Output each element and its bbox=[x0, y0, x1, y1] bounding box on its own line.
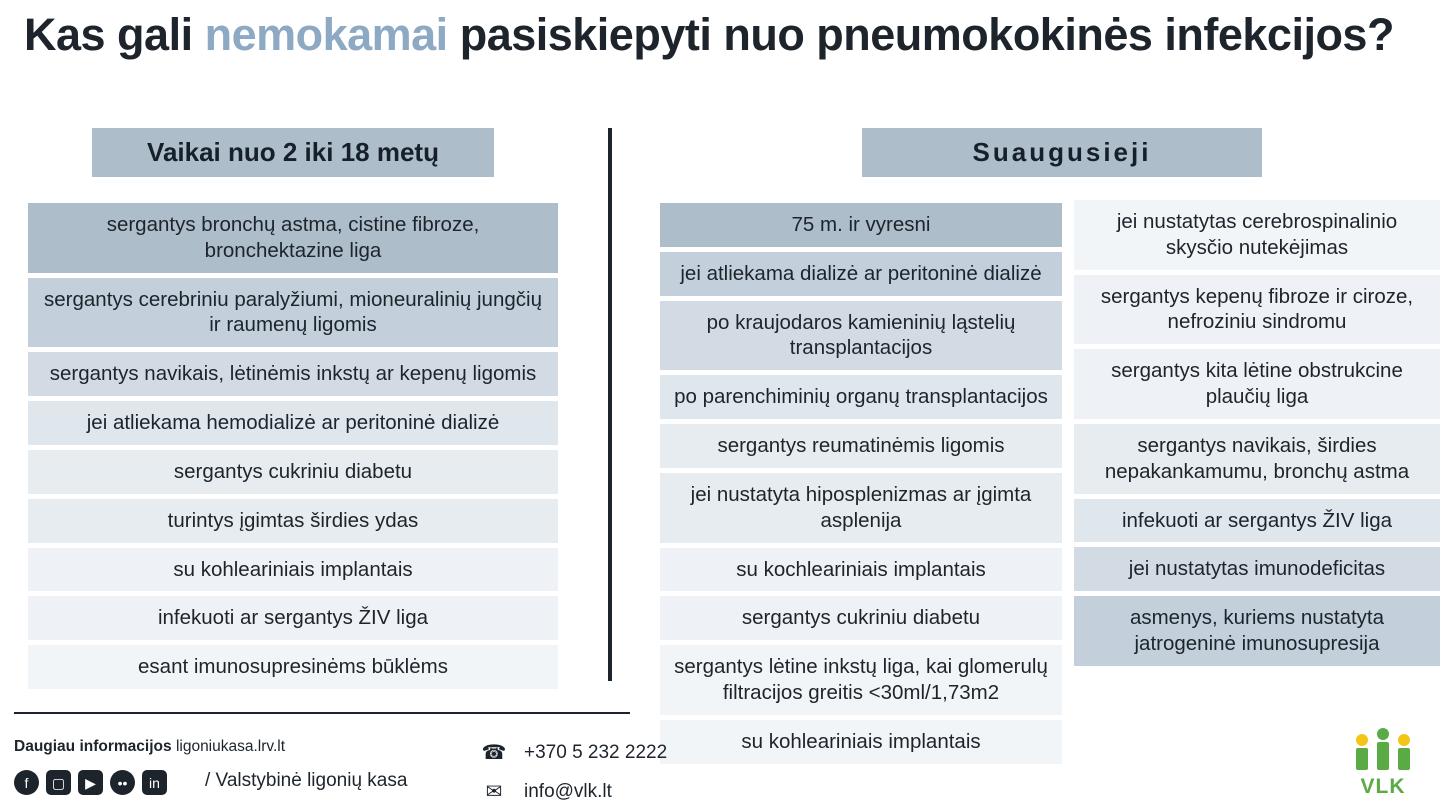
list-item: po kraujodaros kamieninių ląstelių transplantacijos bbox=[660, 301, 1062, 371]
list-item: esant imunosupresinėms būklėms bbox=[28, 645, 558, 689]
list-item: sergantys cukriniu diabetu bbox=[28, 450, 558, 494]
children-list bbox=[28, 203, 558, 689]
list-item: po parenchiminių organų transplantacijos bbox=[660, 375, 1062, 419]
contact-block bbox=[480, 740, 667, 804]
list-item: jei nustatytas cerebrospinalinio skysčio nutekėjimas bbox=[1074, 200, 1440, 270]
list-item: sergantys cerebriniu paralyžiumi, mioneuralinių jungčių ir raumenų ligomis bbox=[28, 278, 558, 348]
email-line bbox=[480, 779, 667, 804]
logo-mark-icon bbox=[1346, 730, 1420, 774]
title-part-after: pasiskiepyti nuo pneumokokinės infekcijos? bbox=[447, 9, 1394, 60]
phone-icon: ☎ bbox=[481, 742, 507, 764]
email-address[interactable]: info@vlk.lt bbox=[524, 780, 612, 802]
list-item: sergantys kita lėtine obstrukcine plaučių liga bbox=[1074, 349, 1440, 419]
facebook-icon[interactable]: f bbox=[14, 770, 39, 795]
children-column bbox=[28, 128, 558, 694]
children-column-header: Vaikai nuo 2 iki 18 metų bbox=[92, 128, 494, 177]
list-item: sergantys reumatinėmis ligomis bbox=[660, 424, 1062, 468]
list-item: sergantys navikais, širdies nepakankamumu, bronchų astma bbox=[1074, 424, 1440, 494]
footer bbox=[0, 712, 1440, 810]
more-info-url[interactable]: ligoniukasa.lrv.lt bbox=[175, 738, 286, 755]
list-item: jei nustatyta hiposplenizmas ar įgimta asplenija bbox=[660, 473, 1062, 543]
phone-number: +370 5 232 2222 bbox=[524, 741, 668, 763]
adults-column-right bbox=[1074, 200, 1440, 671]
organization-name: / Valstybinė ligonių kasa bbox=[205, 770, 408, 791]
footer-divider bbox=[14, 712, 630, 714]
list-item: jei nustatytas imunodeficitas bbox=[1074, 547, 1440, 591]
title-part-before: Kas gali bbox=[24, 9, 205, 60]
list-item: su kochleariniais implantais bbox=[660, 548, 1062, 592]
list-item: turintys įgimtas širdies ydas bbox=[28, 499, 558, 543]
list-item: sergantys kepenų fibroze ir ciroze, nefroziniu sindromu bbox=[1074, 275, 1440, 345]
list-item: 75 m. ir vyresni bbox=[660, 203, 1062, 247]
phone-line bbox=[480, 740, 667, 765]
adults-column-left bbox=[660, 128, 1152, 769]
youtube-icon[interactable]: ▶ bbox=[78, 770, 103, 795]
adults-list-left bbox=[660, 203, 1062, 764]
title-highlight: nemokamai bbox=[204, 9, 448, 60]
adults-column-header: Suaugusieji bbox=[862, 128, 1262, 177]
linkedin-icon[interactable]: in bbox=[142, 770, 167, 795]
list-item: sergantys bronchų astma, cistine fibroze, bronchektazine liga bbox=[28, 203, 558, 273]
logo-text: VLK bbox=[1360, 775, 1406, 798]
more-info-label: Daugiau informacijos bbox=[14, 738, 172, 755]
list-item: sergantys cukriniu diabetu bbox=[660, 596, 1062, 640]
list-item: jei atliekama dializė ar peritoninė dializė bbox=[660, 252, 1062, 296]
envelope-icon: ✉ bbox=[485, 781, 503, 803]
vertical-divider bbox=[608, 128, 612, 681]
flickr-icon[interactable]: •• bbox=[110, 770, 135, 795]
vlk-logo bbox=[1344, 730, 1422, 799]
list-item: infekuoti ar sergantys ŽIV liga bbox=[28, 596, 558, 640]
list-item: su kohleariniais implantais bbox=[28, 548, 558, 592]
page-title bbox=[24, 8, 1414, 61]
more-info bbox=[14, 738, 285, 756]
list-item: infekuoti ar sergantys ŽIV liga bbox=[1074, 499, 1440, 543]
social-links[interactable] bbox=[14, 770, 167, 795]
list-item: sergantys lėtine inkstų liga, kai glomerulų filtracijos greitis <30ml/1,73m2 bbox=[660, 645, 1062, 715]
list-item: sergantys navikais, lėtinėmis inkstų ar kepenų ligomis bbox=[28, 352, 558, 396]
list-item: jei atliekama hemodializė ar peritoninė dializė bbox=[28, 401, 558, 445]
instagram-icon[interactable]: ▢ bbox=[46, 770, 71, 795]
list-item: asmenys, kuriems nustatyta jatrogeninė imunosupresija bbox=[1074, 596, 1440, 666]
adults-list-right bbox=[1074, 200, 1440, 666]
list-item: su kohleariniais implantais bbox=[660, 720, 1062, 764]
